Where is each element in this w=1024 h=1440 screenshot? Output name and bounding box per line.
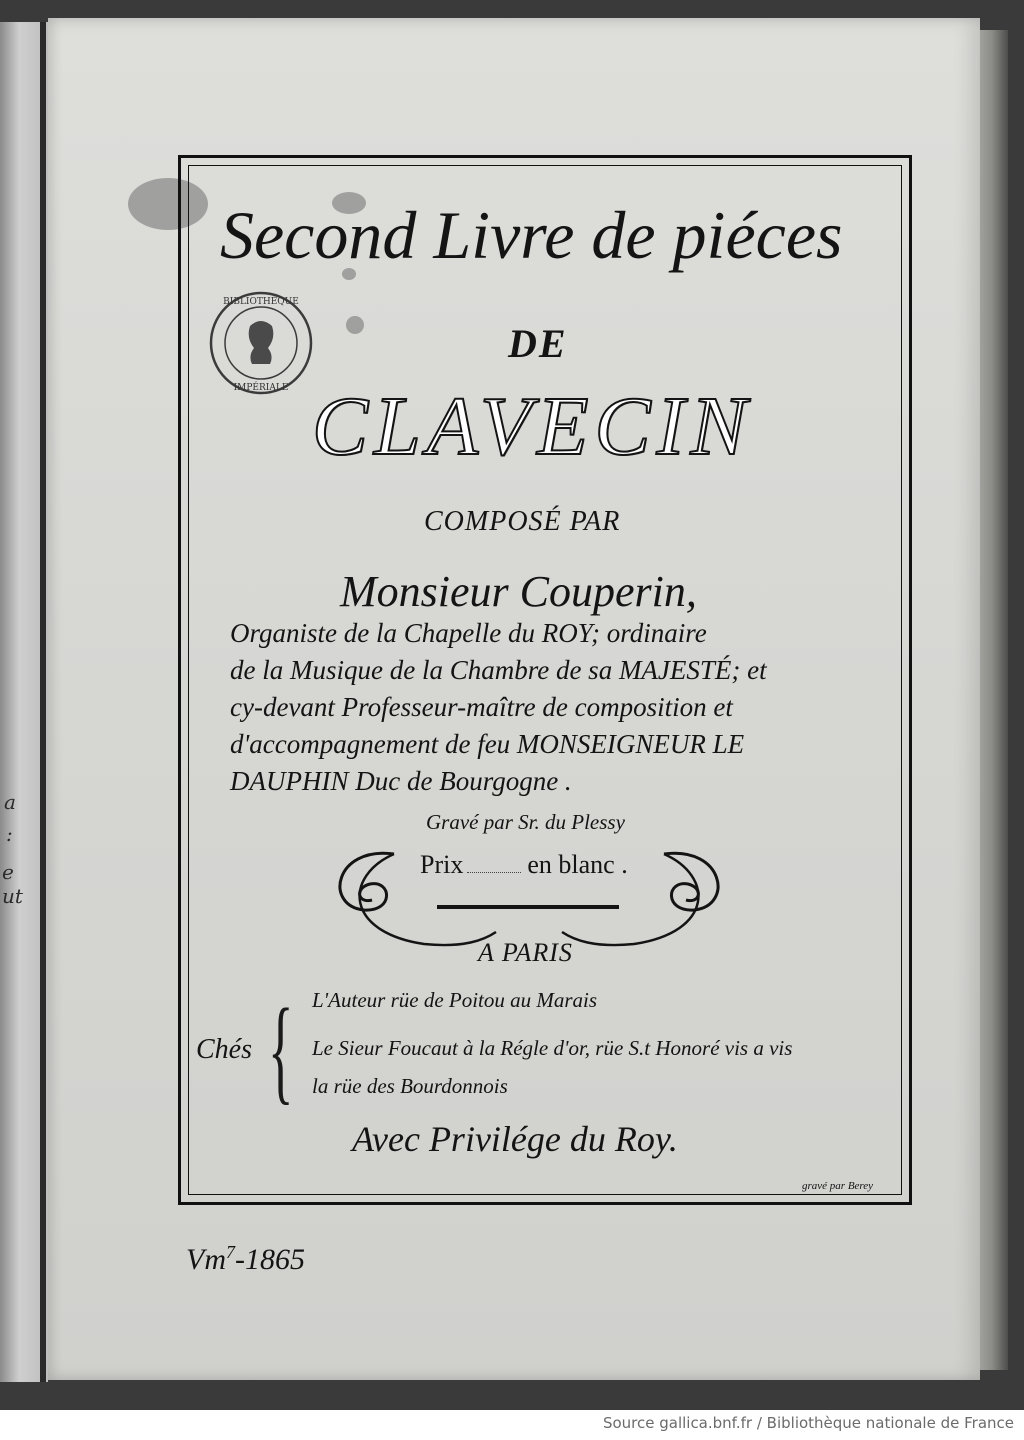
compose-par: COMPOSÉ PAR bbox=[424, 506, 621, 537]
binding-gutter bbox=[40, 22, 46, 1382]
title-de: DE bbox=[508, 321, 568, 366]
engraver-note: gravé par Berey bbox=[802, 1180, 874, 1192]
svg-text:BIBLIOTHÈQUE: BIBLIOTHÈQUE bbox=[223, 297, 299, 307]
shelfmark-number: 1865 bbox=[245, 1243, 305, 1276]
margin-note: e ut bbox=[2, 860, 23, 908]
price-blank bbox=[467, 872, 521, 873]
privilege-line: Avec Privilége du Roy. bbox=[352, 1119, 678, 1159]
price-value: en blanc . bbox=[527, 850, 628, 879]
description-line: DAUPHIN Duc de Bourgogne . bbox=[230, 766, 572, 796]
margin-note: : bbox=[6, 822, 13, 846]
description-line: d'accompagnement de feu MONSEIGNEUR LE bbox=[230, 729, 745, 759]
divider-rule bbox=[437, 905, 619, 909]
shelfmark: Vm$^7$-1865 bbox=[186, 1242, 305, 1276]
shelfmark-sup: 7 bbox=[226, 1242, 235, 1262]
engraving-credit: Gravé par Sr. du Plessy bbox=[426, 810, 625, 834]
address-line: la rüe des Bourdonnois bbox=[312, 1074, 508, 1098]
ches-label: Chés bbox=[196, 1034, 252, 1065]
description-line: Organiste de la Chapelle du ROY; ordinaire bbox=[230, 618, 707, 648]
city: A PARIS bbox=[478, 938, 573, 967]
source-credit: Source gallica.bnf.fr / Bibliothèque nationale de France bbox=[602, 1414, 1014, 1432]
address-line: L'Auteur rüe de Poitou au Marais bbox=[312, 988, 598, 1012]
title-line-1: Second Livre de piéces bbox=[220, 197, 843, 273]
author-name: Monsieur Couperin, bbox=[340, 567, 697, 616]
price-line bbox=[420, 850, 628, 880]
description-line: de la Musique de la Chambre de sa MAJESTÉ; et bbox=[230, 655, 767, 685]
library-stamp-seal bbox=[206, 288, 316, 398]
price-label: Prix bbox=[420, 850, 464, 879]
address-brace: { bbox=[268, 984, 294, 1115]
facing-page-margin-notes bbox=[0, 790, 40, 910]
address-line: Le Sieur Foucaut à la Régle d'or, rüe S.t Honoré vis a vis bbox=[312, 1036, 793, 1060]
shelfmark-prefix: Vm bbox=[186, 1243, 226, 1276]
title-clavecin: CLAVECIN bbox=[312, 380, 753, 473]
svg-text:IMPÉRIALE: IMPÉRIALE bbox=[233, 383, 289, 393]
description-line: cy-devant Professeur-maître de composition et bbox=[230, 692, 733, 722]
margin-note: a bbox=[4, 790, 16, 814]
author-description bbox=[230, 615, 880, 800]
